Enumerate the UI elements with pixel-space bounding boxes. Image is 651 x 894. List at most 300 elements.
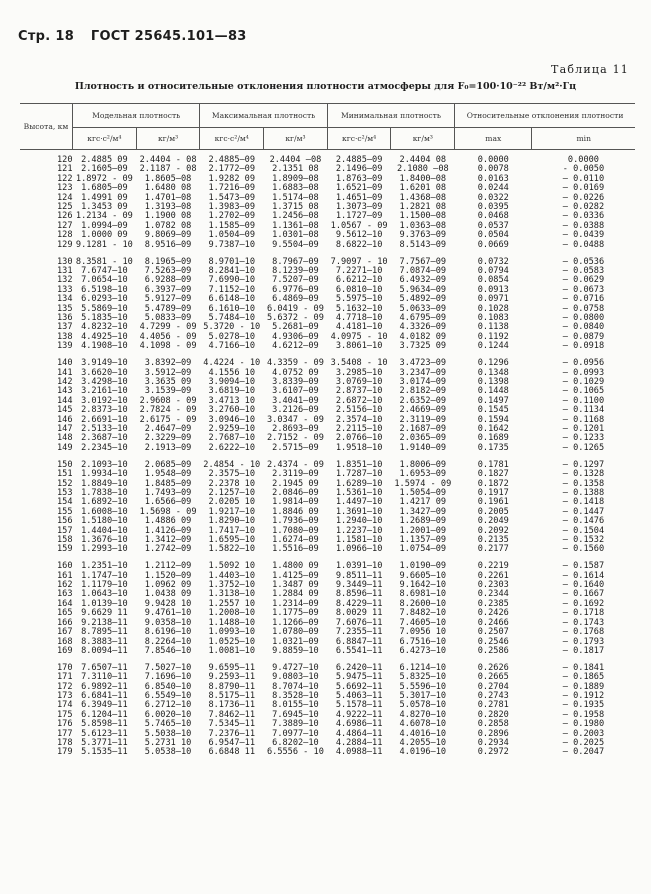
- value-cell: 1.7936—09: [272, 516, 319, 527]
- height-cell: 154: [57, 497, 73, 508]
- value-cell: 1.7216—09: [208, 183, 256, 194]
- value-cell: 1.8400—08: [399, 173, 447, 184]
- value-cell: 2.0205 10: [208, 497, 256, 508]
- value-cell: 5.7484—10: [208, 313, 256, 323]
- unit-header: кг/м³: [391, 128, 455, 150]
- height-cell: 135: [57, 303, 73, 314]
- value-cell: 0.2426: [477, 608, 509, 619]
- value-cell: 1.8006—09: [399, 459, 447, 470]
- value-cell: 8.0029 11: [335, 608, 383, 619]
- value-cell: 9.4727—10: [272, 662, 319, 673]
- height-cell: 176: [57, 719, 73, 730]
- value-cell: — 0.1504: [562, 525, 605, 536]
- value-cell: — 0.0956: [562, 358, 605, 369]
- value-cell: 7.2376—11: [208, 728, 256, 739]
- value-cell: 2.4885 09: [81, 155, 128, 165]
- value-cell: — 0.0282: [562, 202, 605, 213]
- value-cell: 1.5092 10: [208, 561, 256, 572]
- value-cell: 2.1605—09: [81, 164, 128, 175]
- value-cell: 0.2219: [477, 561, 509, 572]
- value-cell: 1.8605—08: [144, 173, 192, 184]
- height-cell: 169: [57, 645, 73, 656]
- value-cell: 2.6872—10: [335, 395, 383, 406]
- height-cell: 143: [57, 386, 73, 397]
- value-cell: — 0.1532: [562, 534, 605, 545]
- value-cell: 6.3937—09: [144, 284, 192, 295]
- unit-header: кгс·с²/м⁴: [73, 128, 137, 150]
- value-cell: 1.4368—08: [399, 192, 447, 203]
- value-cell: 1.0000 09: [81, 230, 128, 241]
- value-cell: 3.3635 09: [144, 376, 192, 387]
- value-cell: 1.7287—10: [335, 469, 383, 480]
- value-cell: 7.8482—10: [399, 608, 447, 619]
- value-cell: 0.2858: [477, 719, 509, 730]
- value-cell: 0.0913: [477, 284, 509, 295]
- height-cell: 130: [57, 256, 73, 267]
- value-cell: 1.9814—09: [272, 497, 319, 508]
- value-cell: 4.3326—09: [399, 322, 447, 333]
- value-cell: 1.3487 09: [272, 580, 319, 591]
- value-cell: — 0.0388: [562, 220, 605, 231]
- height-cell: 140: [57, 358, 73, 369]
- value-cell: 1.8846 09: [272, 506, 319, 517]
- value-cell: 7.6076—11: [335, 617, 383, 628]
- value-cell: 3.5912—09: [144, 367, 192, 378]
- height-cell: 146: [57, 414, 73, 425]
- value-cell: 2.9608 - 09: [139, 395, 197, 406]
- value-cell: — 0.0110: [562, 173, 605, 184]
- value-cell: 1.9140—09: [399, 442, 447, 453]
- value-cell: 4.9306—09: [272, 331, 319, 342]
- value-cell: 4.1556 10: [208, 367, 256, 378]
- value-cell: 5.8598—11: [81, 719, 128, 730]
- value-cell: 1.1488—10: [208, 617, 256, 628]
- value-cell: 5.1835—10: [81, 313, 128, 323]
- value-cell: 7.5345—11: [208, 719, 256, 730]
- value-cell: 1.7493—09: [144, 487, 192, 498]
- value-cell: 6.1204—11: [81, 709, 128, 720]
- value-cell: 5.4063—11: [335, 691, 383, 702]
- height-cell: 167: [57, 627, 73, 638]
- value-cell: 0.0000: [567, 155, 599, 165]
- value-cell: 7.6507—11: [81, 662, 128, 673]
- value-cell: 1.0754—09: [399, 544, 447, 555]
- value-cell: 1.0780—09: [272, 627, 319, 638]
- height-cell: 138: [57, 331, 73, 342]
- value-cell: — 0.1935: [562, 700, 605, 711]
- value-cell: 8.2600—10: [399, 598, 447, 609]
- value-cell: 2.6352—09: [399, 395, 447, 406]
- value-cell: — 0.1418: [562, 497, 605, 508]
- height-cell: 121: [57, 164, 73, 175]
- value-cell: 1.1361—08: [272, 220, 319, 231]
- value-cell: 6.8202—10: [272, 738, 319, 749]
- value-cell: 4.4016—10: [399, 728, 447, 739]
- value-cell: 9.5612—10: [335, 230, 383, 241]
- value-cell: 6.5541—11: [335, 645, 383, 656]
- height-cell: 163: [57, 589, 73, 600]
- value-cell: 4.0182 09: [399, 331, 447, 342]
- value-cell: — 0.1476: [562, 516, 605, 527]
- value-cell: 1.3691—10: [335, 506, 383, 517]
- value-cell: 2.4885—09: [208, 155, 256, 165]
- value-cell: 0.1192: [477, 331, 509, 342]
- height-cell: 151: [57, 469, 73, 480]
- value-cell: 5.4892—09: [399, 294, 447, 305]
- value-cell: 0.2507: [477, 627, 509, 638]
- value-cell: 0.2665: [477, 672, 509, 683]
- value-cell: 1.4701—08: [144, 192, 192, 203]
- value-cell: 7.1152—10: [208, 284, 256, 295]
- value-cell: 8.1965—09: [144, 256, 192, 267]
- value-cell: — 0.1168: [562, 414, 605, 425]
- height-cell: 178: [57, 738, 73, 749]
- standard-code: ГОСТ 25645.101—83: [90, 29, 247, 44]
- value-cell: 1.5473—09: [208, 192, 256, 203]
- value-cell: 1.9518—10: [335, 442, 383, 453]
- value-cell: 5.0633—09: [399, 303, 447, 314]
- value-cell: 2.1080 —08: [396, 164, 449, 175]
- value-cell: 0.1244: [477, 341, 509, 352]
- value-cell: 0.1083: [477, 313, 509, 323]
- value-cell: — 0.1743: [562, 617, 605, 628]
- value-cell: 1.0438 09: [144, 589, 192, 600]
- height-cell: 128: [57, 230, 73, 241]
- value-cell: 7.0977—10: [272, 728, 319, 739]
- value-cell: 8.0094—11: [81, 645, 128, 656]
- value-cell: 2.3574—10: [335, 414, 383, 425]
- value-cell: 1.0966—10: [335, 544, 383, 555]
- value-cell: 4.6078—10: [399, 719, 447, 730]
- value-cell: 2.4404 08: [399, 155, 447, 165]
- value-cell: — 0.0716: [562, 294, 605, 305]
- value-cell: 9.0803—10: [272, 672, 319, 683]
- value-cell: 6.5198—10: [81, 284, 128, 295]
- value-cell: 1.0301—08: [272, 230, 319, 241]
- value-cell: 4.7299 - 09: [139, 322, 197, 333]
- value-cell: 2.9259—10: [208, 423, 256, 434]
- height-cell: 137: [57, 322, 73, 333]
- value-cell: 2.8182—09: [399, 386, 447, 397]
- value-cell: 4.6795—09: [399, 313, 447, 323]
- value-cell: 9.5504—09: [272, 239, 319, 250]
- value-cell: 4.7166—10: [208, 341, 256, 352]
- value-cell: — 0.1667: [562, 589, 605, 600]
- value-cell: 1.9548—09: [144, 469, 192, 480]
- value-cell: 2.2378 10: [208, 478, 256, 489]
- height-cell: 142: [57, 376, 73, 387]
- value-cell: 8.7074—10: [272, 681, 319, 692]
- value-cell: 4.9222—11: [335, 709, 383, 720]
- value-cell: 0.1781: [477, 459, 509, 470]
- value-cell: 8.5175—11: [208, 691, 256, 702]
- value-cell: 1.0643—10: [81, 589, 128, 600]
- value-cell: — 0.1958: [562, 709, 605, 720]
- value-cell: 6.6848 11: [208, 747, 256, 758]
- height-cell: 164: [57, 598, 73, 609]
- value-cell: 2.3575—10: [208, 469, 256, 480]
- value-cell: 4.0988—11: [335, 747, 383, 758]
- value-cell: 1.0994—09: [81, 220, 128, 231]
- value-cell: 3.0347 - 09: [266, 414, 324, 425]
- value-cell: — 0.0629: [562, 275, 605, 286]
- value-cell: 1.0081—10: [208, 645, 256, 656]
- value-cell: 2.6222—10: [208, 442, 256, 453]
- height-cell: 174: [57, 700, 73, 711]
- value-cell: 0.1138: [477, 322, 509, 333]
- value-cell: 0.2303: [477, 580, 509, 591]
- value-cell: 7.2355—11: [335, 627, 383, 638]
- value-cell: 4.4056 - 09: [139, 331, 197, 342]
- value-cell: 0.1642: [477, 423, 509, 434]
- value-cell: 1.2456—08: [272, 211, 319, 222]
- value-cell: 3.6107—09: [272, 386, 319, 397]
- height-cell: 157: [57, 525, 73, 536]
- value-cell: 1.0993—10: [208, 627, 256, 638]
- height-cell: 133: [57, 284, 73, 295]
- value-cell: 0.1348: [477, 367, 509, 378]
- value-cell: 1.2314—09: [272, 598, 319, 609]
- value-cell: 6.0810—10: [335, 284, 383, 295]
- value-cell: 8.6981—10: [399, 589, 447, 600]
- value-cell: 0.0669: [477, 239, 509, 250]
- value-cell: 6.9547—11: [208, 738, 256, 749]
- value-cell: 1.6289—10: [335, 478, 383, 489]
- value-cell: 8.5143—09: [399, 239, 447, 250]
- height-cell: 150: [57, 459, 73, 470]
- value-cell: 1.3676—10: [81, 534, 128, 545]
- value-cell: 2.2115—10: [335, 423, 383, 434]
- height-cell: 136: [57, 313, 73, 323]
- value-cell: 2.5156—10: [335, 405, 383, 416]
- value-cell: 1.2940—10: [335, 516, 383, 527]
- value-cell: 1.2112—09: [144, 561, 192, 572]
- min-header: min: [532, 128, 635, 150]
- value-cell: 1.3138—10: [208, 589, 256, 600]
- value-cell: 7.5263—09: [144, 265, 192, 276]
- value-cell: 2.4854 - 10: [203, 459, 261, 470]
- height-cell: 161: [57, 570, 73, 581]
- value-cell: 0.1917: [477, 487, 509, 498]
- value-cell: — 0.1980: [562, 719, 605, 730]
- value-cell: 1.6201 08: [399, 183, 447, 194]
- height-cell: 159: [57, 544, 73, 555]
- value-cell: 7.4605—10: [399, 617, 447, 628]
- value-cell: 1.0782 08: [144, 220, 192, 231]
- value-cell: 7.3889—10: [272, 719, 319, 730]
- table-body: [20, 150, 635, 758]
- value-cell: 9.1642—10: [399, 580, 447, 591]
- value-cell: 1.3427—09: [399, 506, 447, 517]
- value-cell: 1.2702—09: [208, 211, 256, 222]
- max-header: max: [455, 128, 532, 150]
- value-cell: 3.7325 09: [399, 341, 447, 352]
- value-cell: 1.2821 08: [399, 202, 447, 213]
- value-cell: 1.4125—09: [272, 570, 319, 581]
- height-cell: 175: [57, 709, 73, 720]
- value-cell: — 0.1029: [562, 376, 605, 387]
- value-cell: — 0.1328: [562, 469, 605, 480]
- value-cell: 1.2993—10: [81, 544, 128, 555]
- value-cell: 6.2712—10: [144, 700, 192, 711]
- value-cell: 0.1594: [477, 414, 509, 425]
- height-cell: 177: [57, 728, 73, 739]
- value-cell: 1.3412—09: [144, 534, 192, 545]
- unit-header: кгс·с²/м⁴: [200, 128, 264, 150]
- value-cell: 8.6196—10: [144, 627, 192, 638]
- value-cell: — 0.1233: [562, 433, 605, 444]
- value-cell: 8.7895—11: [81, 627, 128, 638]
- value-cell: — 0.1889: [562, 681, 605, 692]
- value-cell: 5.6692—11: [335, 681, 383, 692]
- value-cell: 2.1913—09: [144, 442, 192, 453]
- value-cell: 1.4886 09: [144, 516, 192, 527]
- value-cell: 0.1497: [477, 395, 509, 406]
- value-cell: 0.2135: [477, 534, 509, 545]
- value-cell: 6.7516—10: [399, 636, 447, 647]
- value-cell: 8.3883—11: [81, 636, 128, 647]
- value-cell: 1.3983—09: [208, 202, 256, 213]
- min-density-header: Минимальная плотность: [327, 104, 454, 128]
- value-cell: 8.1736—11: [208, 700, 256, 711]
- value-cell: 0.0971: [477, 294, 509, 305]
- value-cell: 0.2092: [477, 525, 509, 536]
- value-cell: 6.0419 - 09: [266, 303, 324, 314]
- value-cell: 3.8392—09: [144, 358, 192, 369]
- value-cell: 2.4404 - 08: [139, 155, 197, 165]
- value-cell: 1.1900 08: [144, 211, 192, 222]
- value-cell: 1.8972 - 09: [75, 173, 133, 184]
- height-cell: 156: [57, 516, 73, 527]
- model-density-header: Модельная плотность: [73, 104, 200, 128]
- value-cell: 1.1585—09: [208, 220, 256, 231]
- value-cell: 0.0000: [477, 155, 509, 165]
- value-cell: 0.2586: [477, 645, 509, 656]
- value-cell: 2.1687—09: [399, 423, 447, 434]
- value-cell: 1.3453 09: [81, 202, 128, 213]
- value-cell: 6.9892—11: [81, 681, 128, 692]
- value-cell: — 0.1134: [562, 405, 605, 416]
- value-cell: — 0.1560: [562, 544, 605, 555]
- value-cell: 1.2134 - 09: [75, 211, 133, 222]
- value-cell: 5.0538—10: [144, 747, 192, 758]
- value-cell: 7.6990—10: [208, 275, 256, 286]
- table-row: [20, 150, 635, 166]
- value-cell: — 0.0583: [562, 265, 605, 276]
- value-cell: 1.5054—09: [399, 487, 447, 498]
- value-cell: 4.0975 - 10: [330, 331, 388, 342]
- table-row: [20, 241, 635, 250]
- value-cell: 0.1448: [477, 386, 509, 397]
- value-cell: 0.1689: [477, 433, 509, 444]
- value-cell: 2.0846—09: [272, 487, 319, 498]
- value-cell: 4.1098 - 09: [139, 341, 197, 352]
- value-cell: 1.3752—10: [208, 580, 256, 591]
- value-cell: — 0.1912: [562, 691, 605, 702]
- value-cell: 3.4298—10: [81, 376, 128, 387]
- value-cell: 1.0321—09: [272, 636, 319, 647]
- value-cell: 4.4224 - 10: [203, 358, 261, 369]
- value-cell: 6.4273—10: [399, 645, 447, 656]
- value-cell: 3.9094—10: [208, 376, 256, 387]
- value-cell: 0.1296: [477, 358, 509, 369]
- value-cell: 1.8351—10: [335, 459, 383, 470]
- height-cell: 129: [57, 239, 73, 250]
- value-cell: 8.9701—10: [208, 256, 256, 267]
- density-table: [20, 103, 635, 758]
- value-cell: 8.3528—10: [272, 691, 319, 702]
- value-cell: 7.6747—10: [81, 265, 128, 276]
- unit-header: кг/м³: [136, 128, 200, 150]
- value-cell: 0.0163: [477, 173, 509, 184]
- value-cell: 1.6274—09: [272, 534, 319, 545]
- value-cell: 1.0139—10: [81, 598, 128, 609]
- value-cell: 5.7465—10: [144, 719, 192, 730]
- value-cell: 7.0654—10: [81, 275, 128, 286]
- value-cell: 0.0732: [477, 256, 509, 267]
- value-cell: 8.8596—11: [335, 589, 383, 600]
- value-cell: — 0.1793: [562, 636, 605, 647]
- value-cell: 0.1872: [477, 478, 509, 489]
- height-cell: 152: [57, 478, 73, 489]
- height-cell: 134: [57, 294, 73, 305]
- value-cell: 0.2261: [477, 570, 509, 581]
- value-cell: 1.2008—10: [208, 608, 256, 619]
- value-cell: — 0.0840: [562, 322, 605, 333]
- value-cell: 1.4991 09: [81, 192, 128, 203]
- value-cell: 6.2420—11: [335, 662, 383, 673]
- value-cell: 2.7687—10: [208, 433, 256, 444]
- value-cell: — 0.0336: [562, 211, 605, 222]
- value-cell: 1.6595—10: [208, 534, 256, 545]
- value-cell: 2.1257—10: [208, 487, 256, 498]
- value-cell: 1.6008—10: [81, 506, 128, 517]
- value-cell: 1.0504—09: [208, 230, 256, 241]
- height-cell: 158: [57, 534, 73, 545]
- height-cell: 179: [57, 747, 73, 758]
- height-cell: 131: [57, 265, 73, 276]
- value-cell: 1.9282 09: [208, 173, 256, 184]
- value-cell: 1.7080—09: [272, 525, 319, 536]
- value-cell: 6.6212—10: [335, 275, 383, 286]
- value-cell: 5.2731 10: [144, 738, 192, 749]
- value-cell: 1.4800 09: [272, 561, 319, 572]
- height-cell: 127: [57, 220, 73, 231]
- value-cell: 1.1357—09: [399, 534, 447, 545]
- height-cell: 165: [57, 608, 73, 619]
- value-cell: 3.2347—09: [399, 367, 447, 378]
- value-cell: 7.5207—09: [272, 275, 319, 286]
- value-cell: — 0.1297: [562, 459, 605, 470]
- value-cell: 9.9428 10: [144, 598, 192, 609]
- value-cell: 2.8737—10: [335, 386, 383, 397]
- value-cell: 5.8325—10: [399, 672, 447, 683]
- value-cell: 8.2264—10: [144, 636, 192, 647]
- value-cell: 4.3359 - 09: [266, 358, 324, 369]
- value-cell: 0.2704: [477, 681, 509, 692]
- value-cell: 6.4869—09: [272, 294, 319, 305]
- height-cell: 132: [57, 275, 73, 286]
- value-cell: 1.2884 09: [272, 589, 319, 600]
- value-cell: — 0.1065: [562, 386, 605, 397]
- value-cell: 5.3771—11: [81, 738, 128, 749]
- value-cell: 1.8485—09: [144, 478, 192, 489]
- value-cell: 1.1747—10: [81, 570, 128, 581]
- value-cell: 2.8693—09: [272, 423, 319, 434]
- value-cell: 7.2271—10: [335, 265, 383, 276]
- value-cell: 3.2760—10: [208, 405, 256, 416]
- value-cell: 5.5038—10: [144, 728, 192, 739]
